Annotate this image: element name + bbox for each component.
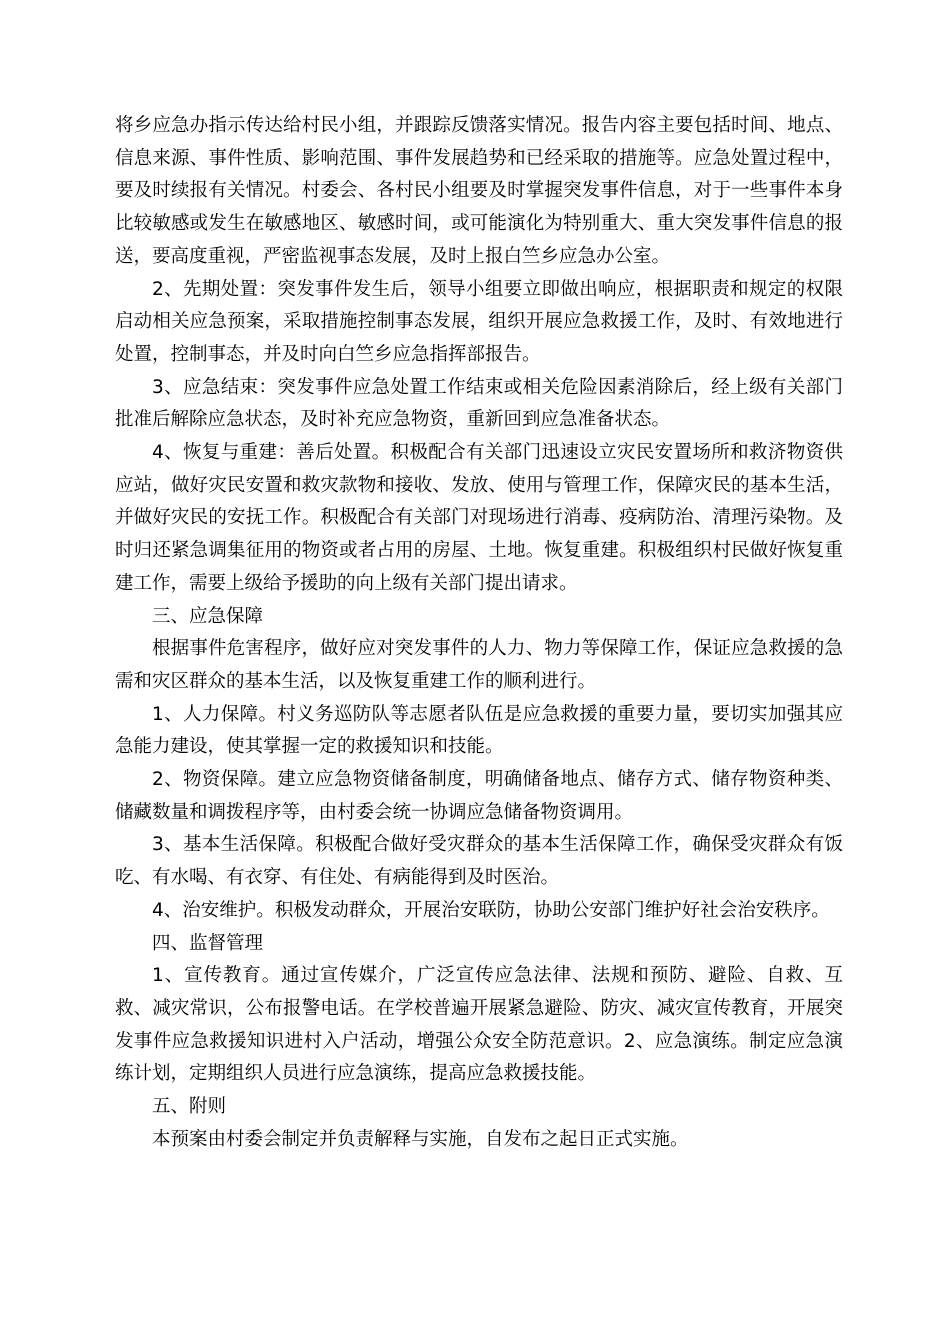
- section-heading-supplementary: 五、附则: [152, 1096, 227, 1118]
- paragraph-public-order: 4、治安维护。积极发动群众，开展治安联防，协助公安部门维护好社会治安秩序。: [152, 899, 830, 921]
- paragraph-manpower-support: 1、人力保障。村义务巡防队等志愿者队伍是应急救援的重要力量，要切实加强其应急能力建设，使其掌握一定的救援知识和技能。: [115, 703, 843, 758]
- paragraph-initial-response: 2、先期处置：突发事件发生后，领导小组要立即做出响应，根据职责和规定的权限启动相关应急预案，采取措施控制事态发展，组织开展应急救援工作，及时、有效地进行处置，控制事态，并及时向白竺乡应急指挥部报告。: [115, 278, 843, 365]
- section-heading-emergency-support: 三、应急保障: [152, 605, 264, 627]
- section-heading-supervision: 四、监督管理: [152, 932, 264, 954]
- paragraph-emergency-end: 3、应急结束：突发事件应急处置工作结束或相关危险因素消除后，经上级有关部门批准后解除应急状态，及时补充应急物资，重新回到应急准备状态。: [115, 376, 843, 431]
- paragraph-recovery-rebuild: 4、恢复与重建：善后处置。积极配合有关部门迅速设立灾民安置场所和救济物资供应站，做好灾民安置和救灾款物和接收、发放、使用与管理工作，保障灾民的基本生活，并做好灾民的安抚工作。积极配合有关部门对现场进行消毒、疫病防治、清理污染物。及时归还紧急调集征用的物资或者占用的房屋、土地。恢复重建。积极组织村民做好恢复重建工作，需要上级给予援助的向上级有关部门提出请求。: [115, 442, 843, 594]
- paragraph-support-intro: 根据事件危害程序，做好应对突发事件的人力、物力等保障工作，保证应急救援的急需和灾区群众的基本生活，以及恢复重建工作的顺利进行。: [115, 638, 843, 692]
- paragraph-effective-date: 本预案由村委会制定并负责解释与实施，自发布之起日正式实施。: [152, 1128, 689, 1150]
- paragraph-report-continuation: 将乡应急办指示传达给村民小组，并跟踪反馈落实情况。报告内容主要包括时间、地点、信息来源、事件性质、影响范围、事件发展趋势和已经采取的措施等。应急处置过程中，要及时续报有关情况。村委会、各村民小组要及时掌握突发事件信息，对于一些事件本身比较敏感或发生在敏感地区、敏感时间，或可能演化为特别重大、重大突发事件信息的报送，要高度重视，严密监视事态发展，及时上报白竺乡应急办公室。: [115, 115, 843, 267]
- paragraph-material-support: 2、物资保障。建立应急物资储备制度，明确储备地点、储存方式、储存物资种类、储藏数量和调拨程序等，由村委会统一协调应急储备物资调用。: [115, 769, 843, 823]
- paragraph-living-support: 3、基本生活保障。积极配合做好受灾群众的基本生活保障工作，确保受灾群众有饭吃、有水喝、有衣穿、有住处、有病能得到及时医治。: [115, 834, 843, 889]
- paragraph-publicity-education: 1、宣传教育。通过宣传媒介，广泛宣传应急法律、法规和预防、避险、自救、互救、减灾常识，公布报警电话。在学校普遍开展紧急避险、防灾、减灾宣传教育，开展突发事件应急救援知识进村入户活动，增强公众安全防范意识。2、应急演练。制定应急演练计划，定期组织人员进行应急演练，提高应急救援技能。: [115, 965, 843, 1085]
- document-body: [115, 110, 843, 1157]
